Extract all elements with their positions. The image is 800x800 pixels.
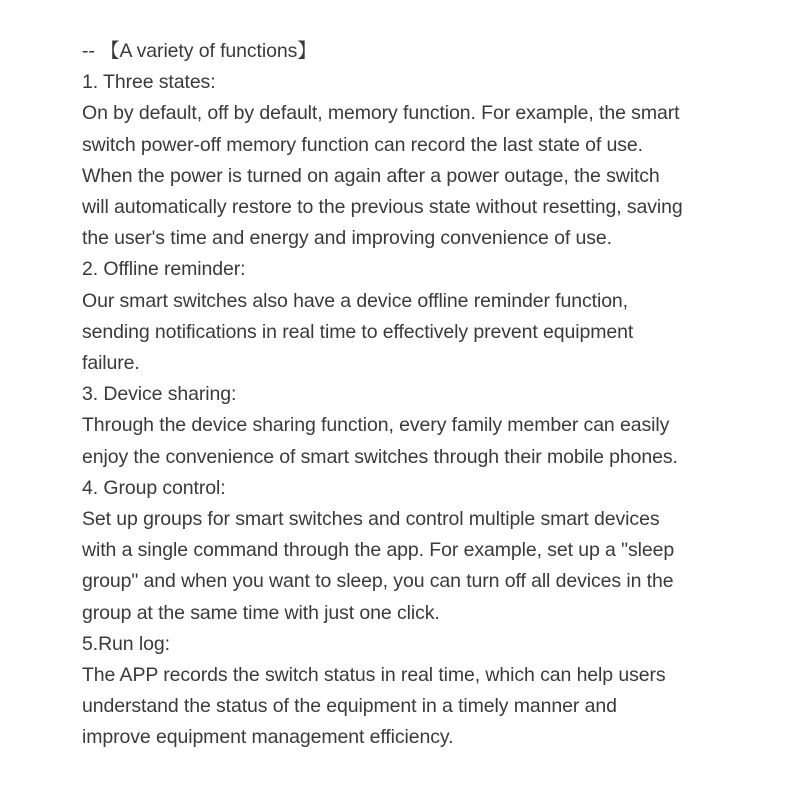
section-line: The APP records the switch status in real time, which can help users xyxy=(82,664,666,687)
document-body xyxy=(82,36,782,754)
section-three-states xyxy=(82,67,782,254)
section-line: When the power is turned on again after a power outage, the switch xyxy=(82,164,660,187)
section-offline-reminder xyxy=(82,254,782,379)
section-title: 1. Three states: xyxy=(82,71,216,94)
section-title: 5.Run log: xyxy=(82,632,170,655)
section-line: sending notifications in real time to effectively prevent equipment xyxy=(82,320,634,343)
section-line: enjoy the convenience of smart switches through their mobile phones. xyxy=(82,445,678,468)
section-line: group" and when you want to sleep, you can turn off all devices in the xyxy=(82,570,674,593)
section-line: Through the device sharing function, every family member can easily xyxy=(82,414,670,437)
section-line: will automatically restore to the previous state without resetting, saving xyxy=(82,196,683,219)
section-line: Set up groups for smart switches and control multiple smart devices xyxy=(82,508,660,531)
section-line: group at the same time with just one click. xyxy=(82,601,440,624)
section-line: switch power-off memory function can record the last state of use. xyxy=(82,133,643,156)
section-device-sharing xyxy=(82,379,782,473)
section-title: 3. Device sharing: xyxy=(82,383,237,406)
section-line: Our smart switches also have a device offline reminder function, xyxy=(82,289,628,312)
section-line: understand the status of the equipment in a timely manner and xyxy=(82,695,617,718)
section-line: improve equipment management efficiency. xyxy=(82,726,454,749)
section-line: with a single command through the app. For example, set up a "sleep xyxy=(82,539,675,562)
section-line: On by default, off by default, memory function. For example, the smart xyxy=(82,102,680,125)
document-heading: -- 【A variety of functions】 xyxy=(82,40,317,62)
section-title: 4. Group control: xyxy=(82,476,226,499)
section-line: the user's time and energy and improving convenience of use. xyxy=(82,227,612,250)
section-group-control xyxy=(82,473,782,629)
section-line: failure. xyxy=(82,352,140,375)
section-run-log xyxy=(82,629,782,754)
section-title: 2. Offline reminder: xyxy=(82,258,246,281)
